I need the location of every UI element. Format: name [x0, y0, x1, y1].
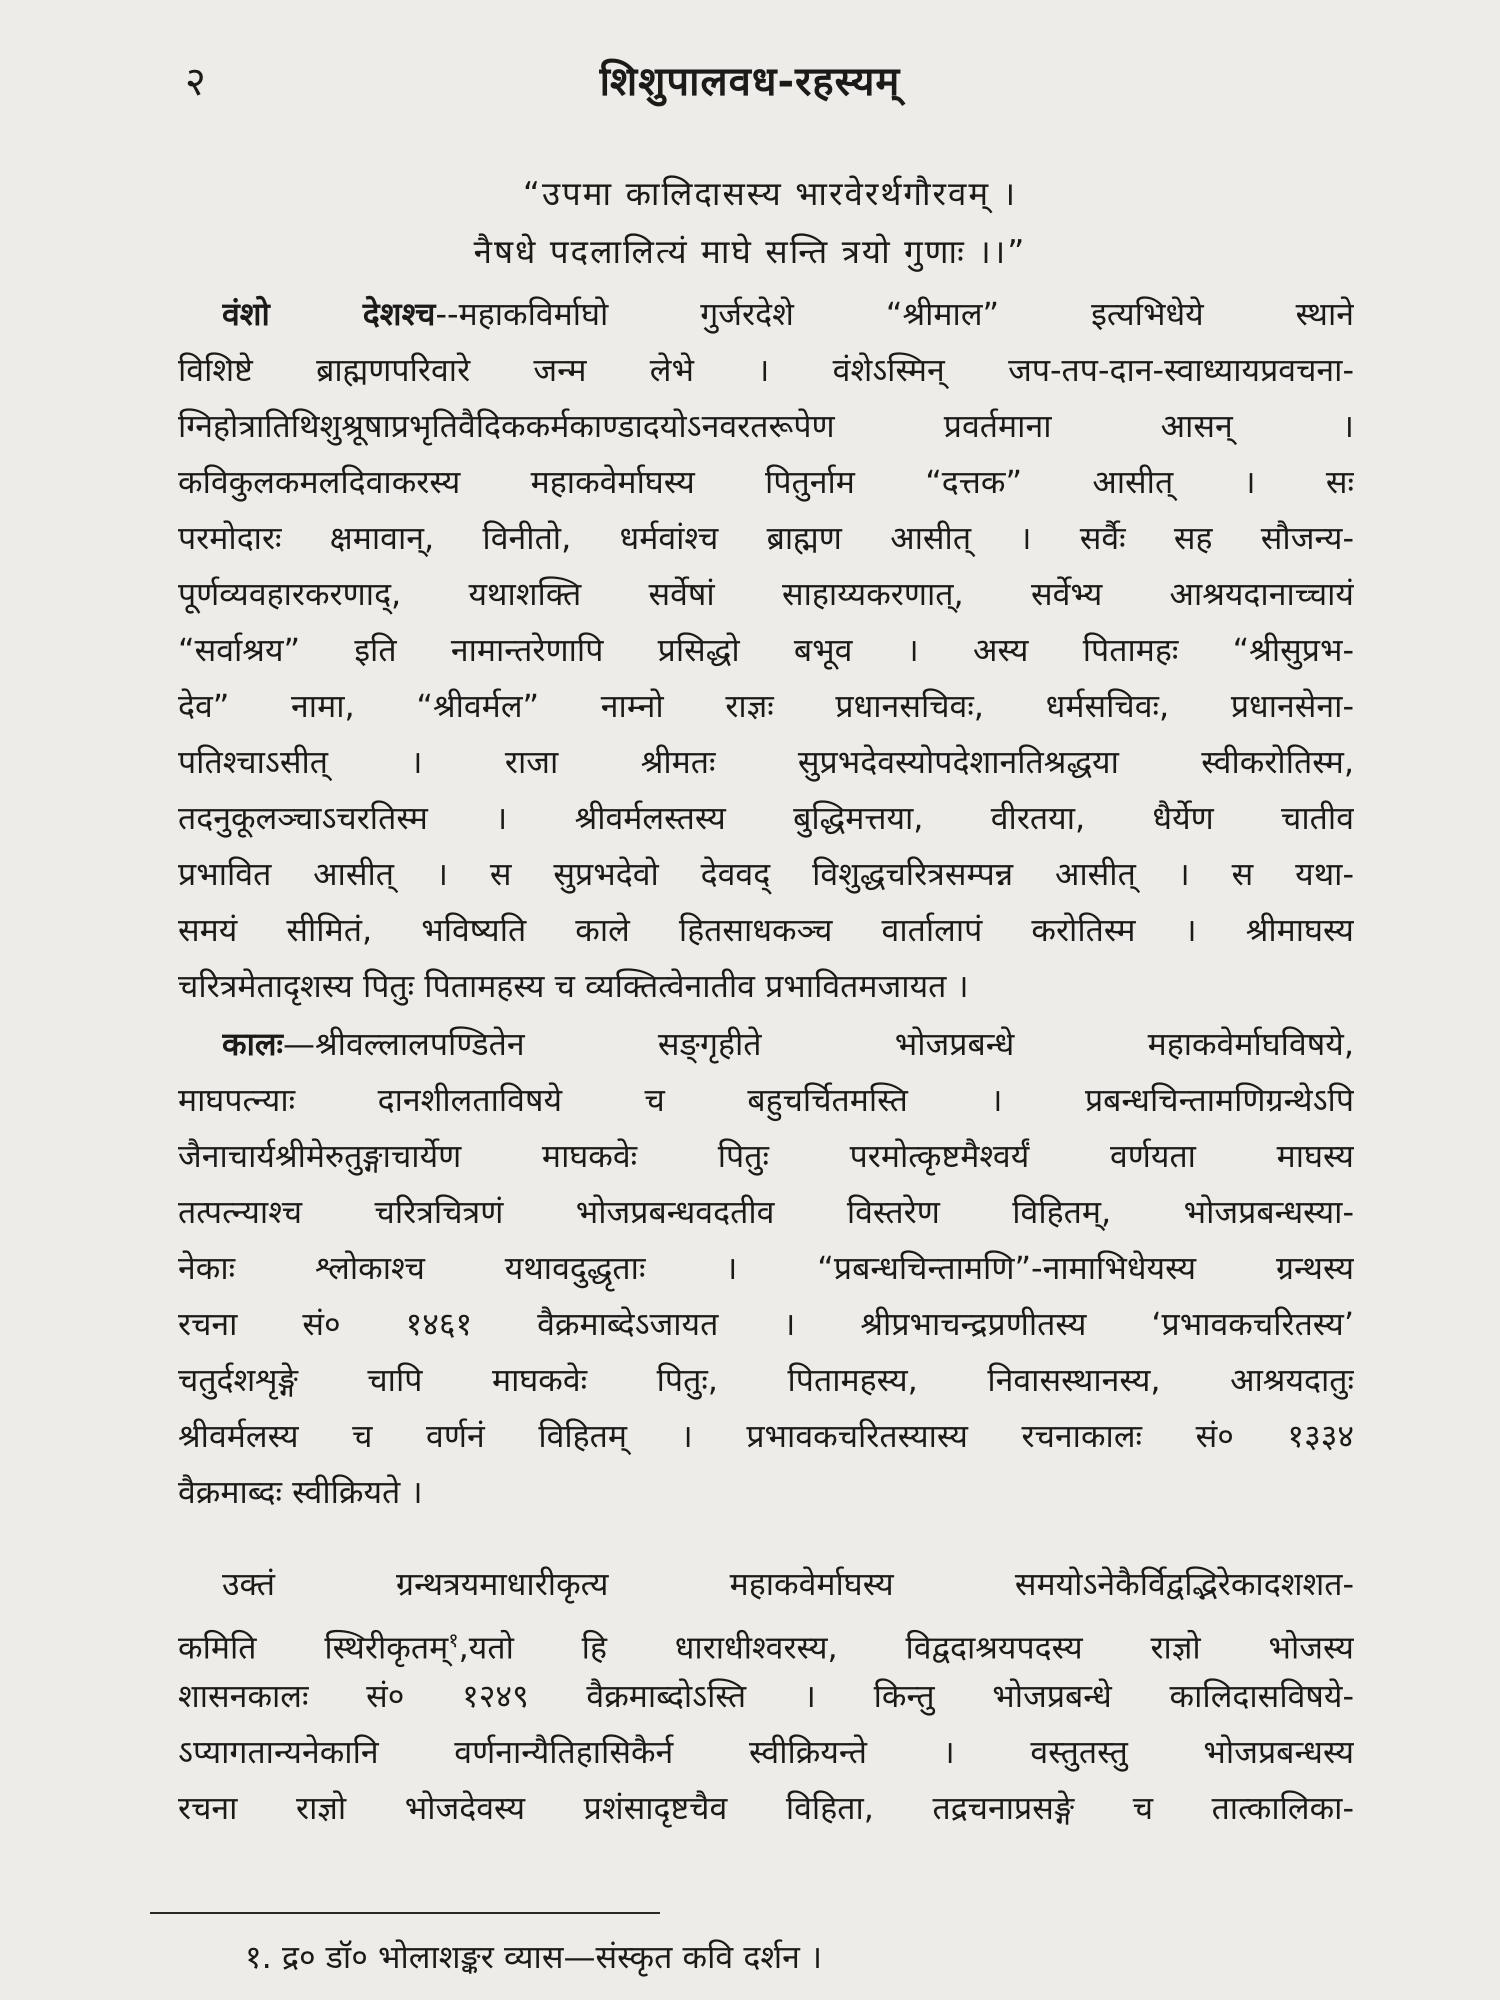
- para3-line-5: रचना राज्ञो भोजदेवस्य प्रशंसादृष्टचैव विहिता, तद्रचनाप्रसङ्गे च तात्कालिका-: [178, 1789, 1354, 1827]
- running-title: शिशुपालवध-रहस्यम्: [599, 59, 901, 105]
- para1-line-1: [222, 290, 1354, 342]
- para2-line-5: नेकाः श्लोकाश्च यथावदुद्धृताः । “प्रबन्धचिन्तामणि”-नामाभिधेयस्य ग्रन्थस्य: [178, 1249, 1354, 1287]
- para1-line-2: विशिष्टे ब्राह्मणपरिवारे जन्म लेभे । वंशेऽस्मिन् जप-तप-दान-स्वाध्यायप्रवचना-: [178, 351, 1354, 389]
- para1-line-13: चरित्रमेतादृशस्य पितुः पितामहस्य च व्यक्तित्वेनातीव प्रभावितमजायत ।: [178, 967, 969, 1005]
- para1-line-11: प्रभावित आसीत् । स सुप्रभदेवो देववद् विशुद्धचरित्रसम्पन्न आसीत् । स यथा-: [178, 855, 1354, 893]
- footnote-marker: १: [448, 1628, 459, 1652]
- para2-line-4: तत्पत्न्याश्च चरित्रचित्रणं भोजप्रबन्धवदतीव विस्तरेण विहितम्, भोजप्रबन्धस्या-: [178, 1193, 1354, 1231]
- para3-line-3: शासनकालः सं० १२४९ वैक्रमाब्दोऽस्ति । किन्तु भोजप्रबन्धे कालिदासविषये-: [178, 1677, 1354, 1715]
- footnote-rule: [150, 1912, 660, 1914]
- para1-line-3: ग्निहोत्रातिथिशुश्रूषाप्रभृतिवैदिककर्मकाण्डादयोऽनवरतरूपेण प्रवर्तमाना आसन् ।: [178, 407, 1354, 445]
- para1-line-4: कविकुलकमलदिवाकरस्य महाकवेर्माघस्य पितुर्नाम “दत्तक” आसीत् । सः: [178, 463, 1354, 501]
- para1-line-10: तदनुकूलञ्चाऽचरतिस्म । श्रीवर्मलस्तस्य बुद्धिमत्तया, वीरतया, धैर्येण चातीव: [178, 799, 1354, 837]
- para2-line-9: वैक्रमाब्दः स्वीक्रियते ।: [178, 1473, 423, 1511]
- para1-line-7: “सर्वाश्रय” इति नामान्तरेणापि प्रसिद्धो बभूव । अस्य पितामहः “श्रीसुप्रभ-: [178, 631, 1354, 669]
- para1-line-5: परमोदारः क्षमावान्, विनीतो, धर्मवांश्च ब्राह्मण आसीत् । सर्वैः सह सौजन्य-: [178, 519, 1354, 557]
- verse-line-2: नैषधे पदलालित्यं माघे सन्ति त्रयो गुणाः ।।”: [473, 232, 1027, 271]
- para3-line-4: ऽप्यागतान्यनेकानि वर्णनान्यैतिहासिकैर्न स्वीक्रियन्ते । वस्तुतस्तु भोजप्रबन्धस्य: [178, 1733, 1354, 1771]
- para1-line-8: देव” नामा, “श्रीवर्मल” नाम्नो राज्ञः प्रधानसचिवः, धर्मसचिवः, प्रधानसेना-: [178, 687, 1354, 725]
- para2-line-1-text: —श्रीवल्लालपण्डितेन सङ्गृहीते भोजप्रबन्धे महाकवेर्माघविषये,: [283, 1025, 1354, 1063]
- page-number: २: [185, 59, 206, 105]
- para1-line-6: पूर्णव्यवहारकरणाद्, यथाशक्ति सर्वेषां साहाय्यकरणात्, सर्वेभ्य आश्रयदानाच्चायं: [178, 575, 1354, 613]
- para1-heading: वंशो देशश्च: [222, 295, 436, 333]
- para2-line-6: रचना सं० १४६१ वैक्रमाब्देऽजायत । श्रीप्रभाचन्द्रप्रणीतस्य ‘प्रभावकचरितस्य’: [178, 1305, 1354, 1343]
- para1-line-9: पतिश्चाऽसीत् । राजा श्रीमतः सुप्रभदेवस्योपदेशानतिश्रद्धया स्वीकरोतिस्म,: [178, 743, 1354, 781]
- para3-line-2-text-b: ,यतो हि धाराधीश्वरस्य, विद्वदाश्रयपदस्य राज्ञो भोजस्य: [458, 1628, 1354, 1667]
- para2-heading: कालः: [222, 1025, 284, 1063]
- para2-line-1: [222, 1020, 1354, 1072]
- para2-line-2: माघपत्न्याः दानशीलताविषये च बहुचर्चितमस्ति । प्रबन्धचिन्तामणिग्रन्थेऽपि: [178, 1081, 1354, 1119]
- para1-line-12: समयं सीमितं, भविष्यति काले हितसाधकञ्च वार्तालापं करोतिस्म । श्रीमाघस्य: [178, 911, 1354, 949]
- para2-line-8: श्रीवर्मलस्य च वर्णनं विहितम् । प्रभावकचरितस्यास्य रचनाकालः सं० १३३४: [178, 1417, 1354, 1455]
- para2-line-7: चतुर्दशशृङ्गे चापि माघकवेः पितुः, पितामहस्य, निवासस्थानस्य, आश्रयदातुः: [178, 1361, 1354, 1399]
- para2-line-3: जैनाचार्यश्रीमेरुतुङ्गाचार्येण माघकवेः पितुः परमोत्कृष्टमैश्वर्यं वर्णयता माघस्य: [178, 1137, 1354, 1175]
- para3-line-1: उक्तं ग्रन्थत्रयमाधारीकृत्य महाकवेर्माघस्य समयोऽनेकैर्विद्वद्भिरेकादशशत-: [222, 1565, 1354, 1603]
- para3-line-2-text-a: कमिति स्थिरीकृतम्: [178, 1628, 449, 1667]
- para3-line-2: [178, 1616, 1354, 1668]
- footnote-text: १. द्र० डॉ० भोलाशङ्कर व्यास—संस्कृत कवि दर्शन ।: [245, 1938, 823, 1976]
- verse-line-1: “उपमा कालिदासस्य भारवेरर्थगौरवम् ।: [522, 174, 1018, 213]
- para1-line-1-text: --महाकविर्माघो गुर्जरदेशे “श्रीमाल” इत्यभिधेये स्थाने: [435, 295, 1354, 333]
